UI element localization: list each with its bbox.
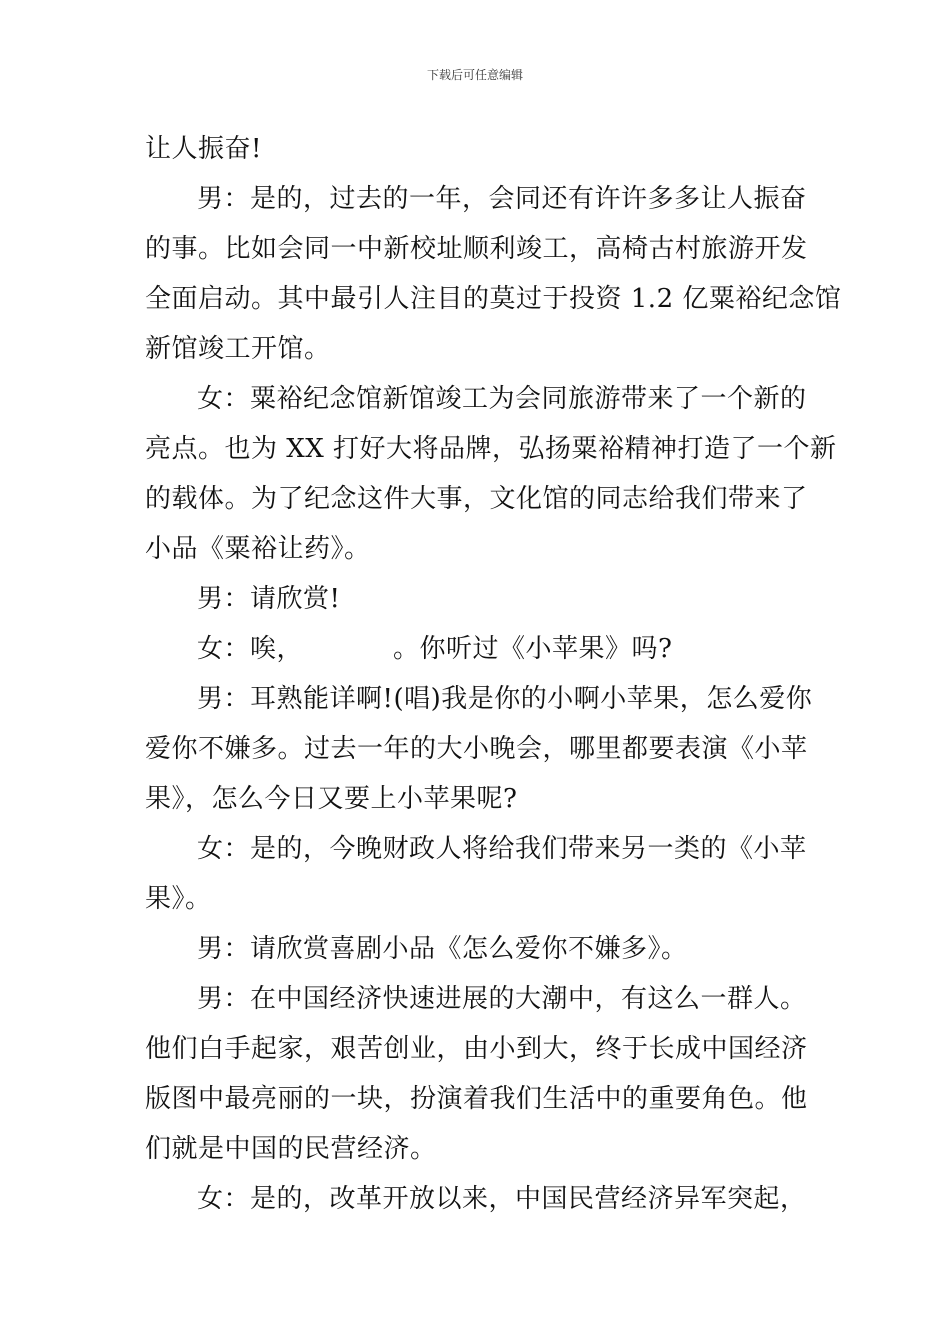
text-line: 女：是的，今晚财政人将给我们带来另一类的《小苹	[197, 834, 807, 864]
text-line: 亮点。也为 XX 打好大将品牌，弘扬粟裕精神打造了一个新	[145, 434, 837, 464]
paragraph	[145, 824, 810, 924]
paragraph	[145, 974, 810, 1174]
text-line: 新馆竣工开馆。	[145, 334, 331, 364]
text-line: 男：在中国经济快速进展的大潮中，有这么一群人。	[197, 984, 807, 1014]
text-line	[145, 624, 810, 674]
text-line: 他们白手起家，艰苦创业，由小到大，终于长成中国经济	[145, 1034, 808, 1064]
text-line: 版图中最亮丽的一块，扮演着我们生活中的重要角色。他	[145, 1084, 808, 1114]
paragraph	[145, 624, 810, 674]
paragraph	[145, 1174, 810, 1224]
paragraph	[145, 674, 813, 824]
text-line: 男：是的，过去的一年，会同还有许许多多让人振奋	[197, 184, 807, 214]
text-line: 男：耳熟能详啊!(唱)我是你的小啊小苹果，怎么爱你	[197, 684, 813, 714]
text-segment: 女：唉，	[197, 634, 304, 664]
text-line: 的载体。为了纪念这件大事，文化馆的同志给我们带来了	[145, 484, 808, 514]
text-line: 男：请欣赏喜剧小品《怎么爱你不嫌多》。	[197, 934, 688, 964]
text-line: 爱你不嫌多。过去一年的大小晚会，哪里都要表演《小苹	[145, 734, 808, 764]
paragraph	[145, 174, 842, 374]
text-line: 男：请欣赏!	[197, 584, 341, 614]
text-line: 女：粟裕纪念馆新馆竣工为会同旅游带来了一个新的	[197, 384, 807, 414]
paragraph	[145, 574, 810, 624]
text-line: 的事。比如会同一中新校址顺利竣工，高椅古村旅游开发	[145, 234, 808, 264]
text-segment: 。你听过《小苹果》吗?	[393, 634, 673, 664]
text-line: 小品《粟裕让药》。	[145, 534, 371, 564]
page-header: 下载后可任意编辑	[426, 68, 523, 82]
text-line: 们就是中国的民营经济。	[145, 1134, 437, 1164]
text-line: 果》。	[145, 884, 212, 914]
paragraph	[145, 374, 837, 574]
paragraph	[145, 924, 810, 974]
paragraph	[145, 124, 810, 174]
document-body	[145, 124, 842, 1224]
text-line: 让人振奋!	[145, 134, 262, 164]
text-line: 全面启动。其中最引人注目的莫过于投资 1.2 亿粟裕纪念馆	[145, 284, 842, 314]
text-line: 女：是的，改革开放以来，中国民营经济异军突起，	[197, 1184, 807, 1214]
text-line: 果》，怎么今日又要上小苹果呢?	[145, 784, 518, 814]
